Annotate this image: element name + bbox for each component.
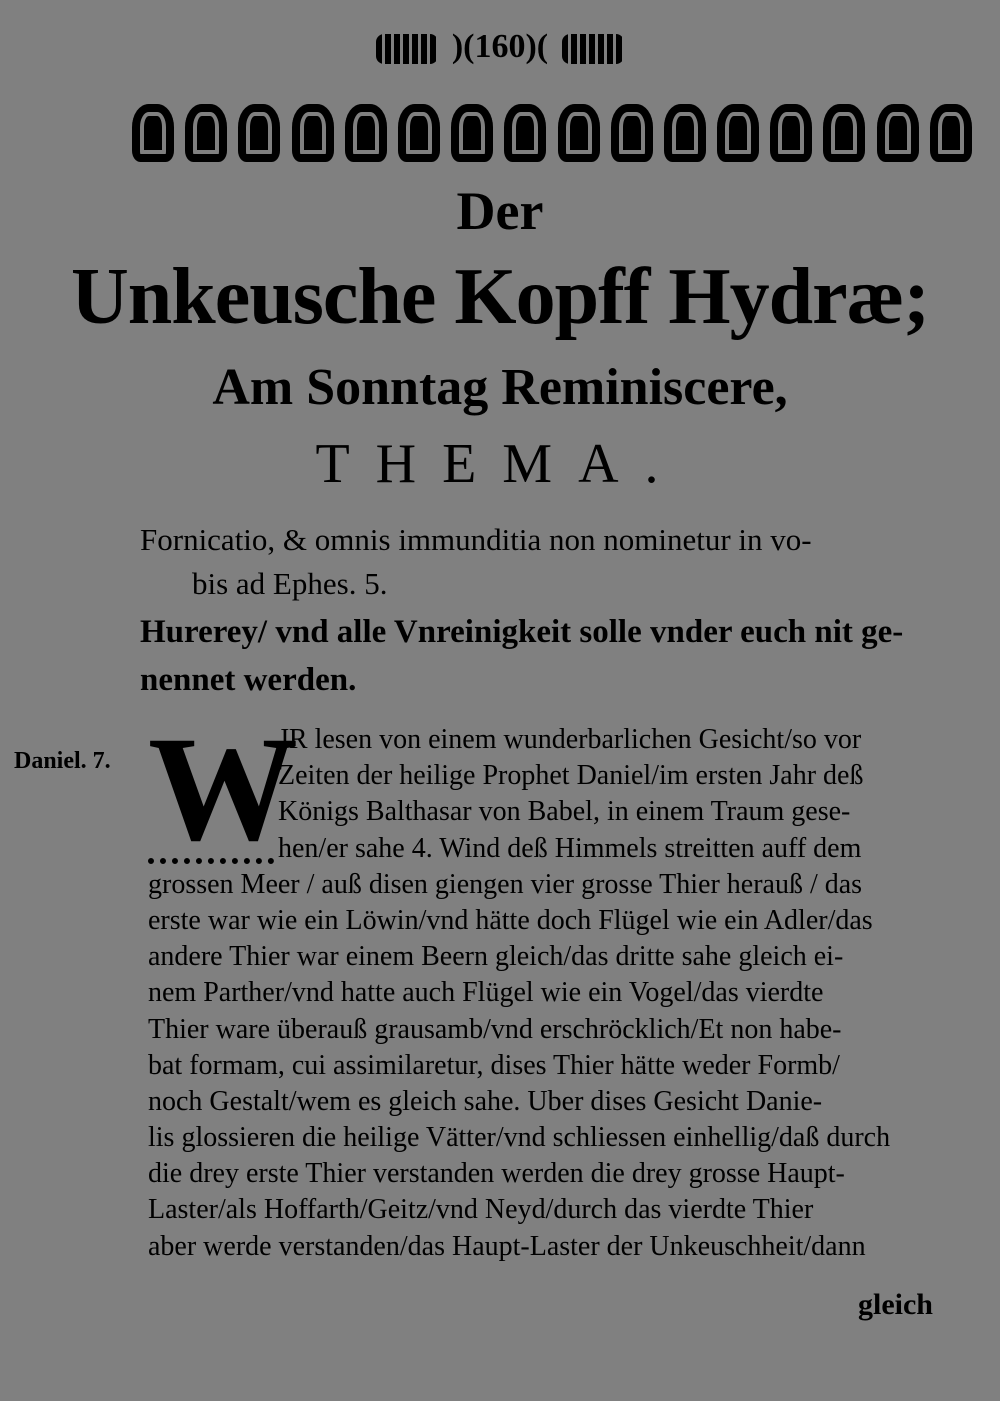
thema-german-line: nennet werden.: [140, 662, 357, 698]
flower-ornament-icon: [504, 104, 546, 162]
body-line: erste war wie ein Löwin/vnd hätte doch Flügel wie ein Adler/das: [148, 904, 873, 936]
decorated-initial: W: [148, 706, 298, 872]
page-number-header: [0, 28, 1000, 66]
flower-ornament-icon: [770, 104, 812, 162]
decorative-border: [132, 98, 972, 168]
body-line: noch Gestalt/wem es gleich sahe. Uber dises Gesicht Danie-: [148, 1085, 823, 1117]
margin-note: Daniel. 7.: [14, 748, 111, 774]
body-line: Zeiten der heilige Prophet Daniel/im ersten Jahr deß: [278, 760, 864, 792]
body-line: bat formam, cui assimilaretur, dises Thier hätte weder Formb/: [148, 1049, 840, 1081]
flower-ornament-icon: [930, 104, 972, 162]
flower-ornament-icon: [238, 104, 280, 162]
body-line: die drey erste Thier verstanden werden die drey grosse Haupt-: [148, 1158, 845, 1190]
thema-latin-line: Fornicatio, & omnis immunditia non nominetur in vo-: [140, 522, 812, 557]
body-line: JR lesen von einem wunderbarlichen Gesicht/so vor: [278, 724, 862, 755]
body-line: grossen Meer / auß disen giengen vier grosse Thier herauß / das: [148, 868, 863, 900]
flower-ornament-icon: [398, 104, 440, 162]
body-line: andere Thier war einem Beern gleich/das dritte sahe gleich ei-: [148, 941, 844, 973]
thema-german-line: Hurerey/ vnd alle Vnreinigkeit solle vnder euch nit ge-: [140, 614, 904, 650]
flower-ornament-icon: [292, 104, 334, 162]
catchword: gleich: [858, 1288, 933, 1321]
ornament-left-icon: [376, 34, 438, 64]
thema-german: [140, 608, 970, 704]
flower-ornament-icon: [558, 104, 600, 162]
flower-ornament-icon: [611, 104, 653, 162]
flower-ornament-icon: [877, 104, 919, 162]
body-line: Königs Balthasar von Babel, in einem Traum gese-: [278, 796, 851, 828]
flower-ornament-icon: [185, 104, 227, 162]
flower-ornament-icon: [717, 104, 759, 162]
thema-latin: [140, 518, 970, 606]
body-line: hen/er sahe 4. Wind deß Himmels streitten auff dem: [278, 832, 862, 864]
title-der: Der: [456, 181, 544, 241]
flower-ornament-icon: [823, 104, 865, 162]
ornament-right-icon: [562, 34, 624, 64]
thema-latin-line: bis ad Ephes. 5.: [192, 566, 388, 601]
page-number: )(160)(: [451, 28, 549, 65]
flower-ornament-icon: [345, 104, 387, 162]
page-subtitle: Am Sonntag Reminiscere,: [212, 359, 788, 416]
flower-ornament-icon: [132, 104, 174, 162]
flower-ornament-icon: [664, 104, 706, 162]
thema-heading: THEMA.: [315, 433, 685, 495]
body-line: Laster/als Hoffarth/Geitz/vnd Neyd/durch das vierdte Thier: [148, 1194, 814, 1226]
flower-ornament-icon: [451, 104, 493, 162]
page-title: Unkeusche Kopff Hydræ;: [70, 253, 930, 341]
body-text: [148, 706, 973, 1265]
body-line: lis glossieren die heilige Vätter/vnd schliessen einhellig/daß durch: [148, 1122, 891, 1154]
body-line: Thier ware überauß grausamb/vnd erschröcklich/Et non habe-: [148, 1013, 842, 1045]
body-line: aber werde verstanden/das Haupt-Laster der Unkeuschheit/dann: [148, 1230, 866, 1262]
body-line: nem Parther/vnd hatte auch Flügel wie ein Vogel/das vierdte: [148, 977, 824, 1009]
